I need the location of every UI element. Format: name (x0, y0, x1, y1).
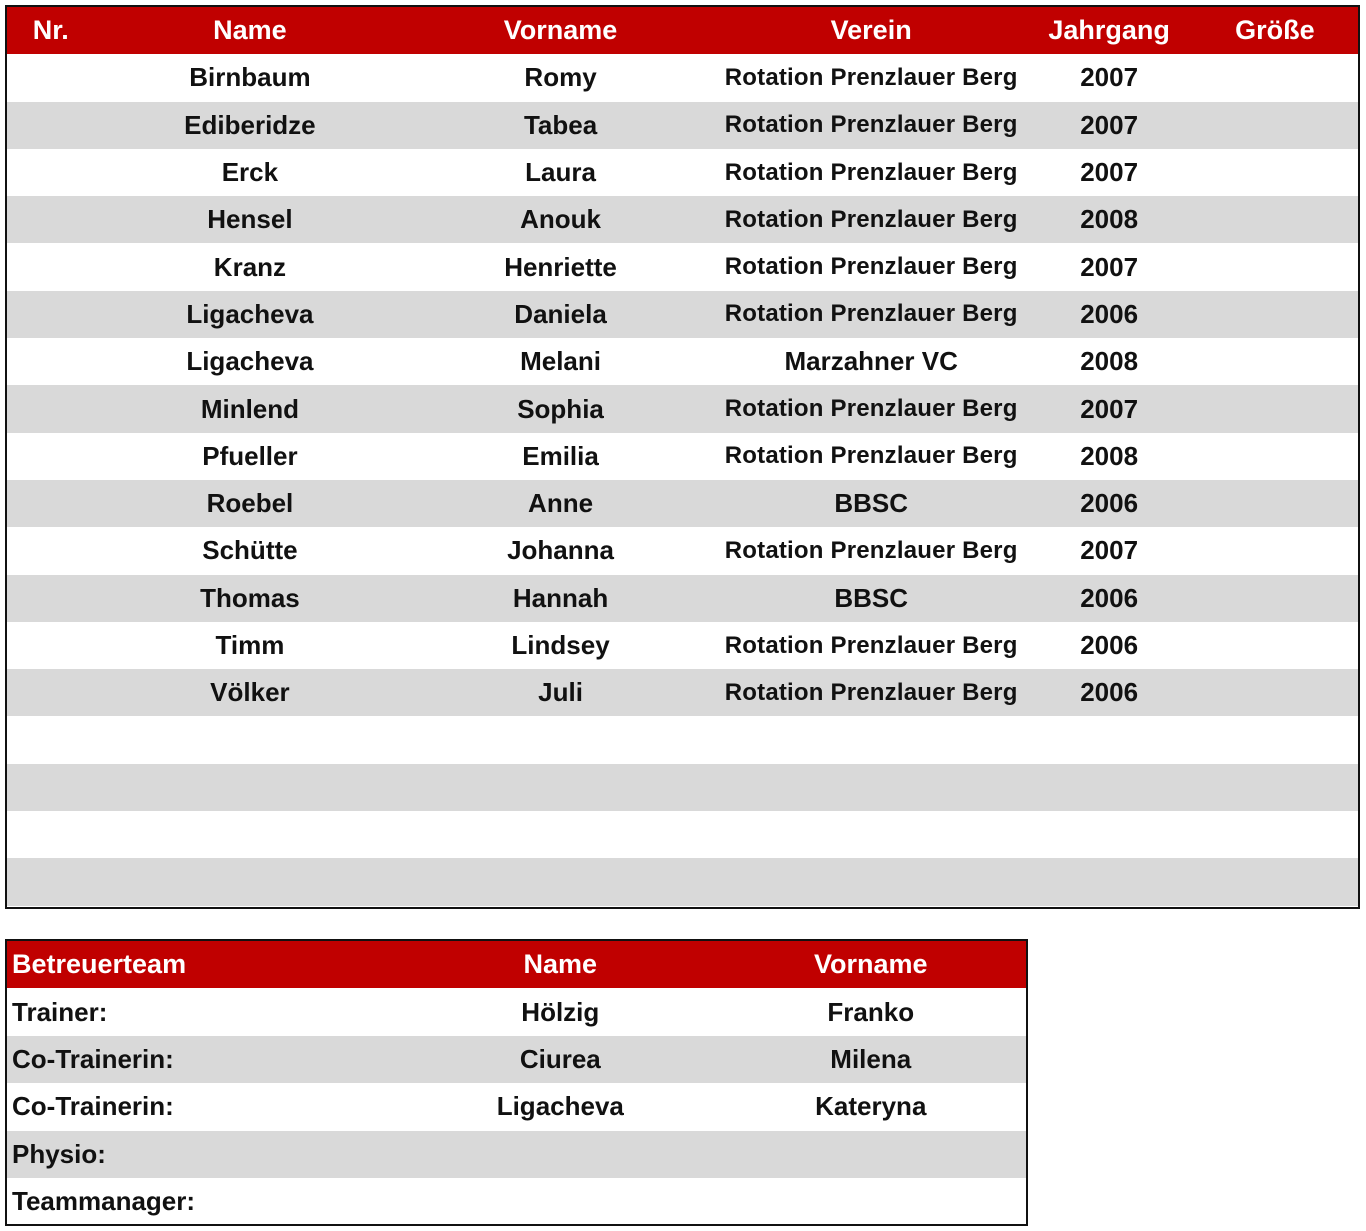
table-row (7, 480, 1358, 527)
staff-vorname: Franko (827, 996, 915, 1027)
header-name: Name (523, 949, 598, 980)
table-row (7, 54, 1358, 101)
staff-role: Trainer: (12, 996, 108, 1027)
staff-name: Hölzig (521, 996, 600, 1027)
cell-name: Roebel (206, 488, 294, 519)
table-row (7, 196, 1358, 243)
staff-row (7, 1036, 1026, 1083)
staff-row (7, 1131, 1026, 1178)
cell-jahrgang: 2008 (1080, 346, 1139, 377)
header-verein: Verein (830, 15, 912, 46)
cell-name: Birnbaum (189, 62, 311, 93)
header-vorname: Vorname (813, 949, 928, 980)
table-row (7, 527, 1358, 574)
cell-jahrgang: 2008 (1080, 204, 1139, 235)
cell-verein: Rotation Prenzlauer Berg (724, 253, 1018, 281)
cell-vorname: Tabea (523, 109, 598, 140)
staff-table (5, 939, 1028, 1226)
cell-vorname: Romy (524, 62, 597, 93)
header-betreuerteam: Betreuerteam (12, 949, 187, 980)
cell-vorname: Laura (525, 157, 596, 188)
cell-verein: Rotation Prenzlauer Berg (724, 63, 1018, 91)
cell-jahrgang: 2007 (1080, 157, 1139, 188)
cell-jahrgang: 2007 (1080, 393, 1139, 424)
header-nr: Nr. (32, 15, 69, 46)
staff-name: Ligacheva (496, 1091, 624, 1122)
cell-vorname: Melani (520, 346, 601, 377)
cell-verein: Rotation Prenzlauer Berg (724, 678, 1018, 706)
cell-name: Erck (221, 157, 279, 188)
staff-row (7, 1083, 1026, 1130)
cell-name: Thomas (200, 582, 300, 613)
header-groesse: Größe (1235, 15, 1315, 46)
table-row-empty (7, 811, 1358, 858)
cell-vorname: Juli (538, 677, 583, 708)
cell-vorname: Anne (528, 488, 594, 519)
cell-vorname: Henriette (504, 251, 617, 282)
table-row (7, 385, 1358, 432)
staff-row (7, 988, 1026, 1035)
header-name: Name (213, 15, 287, 46)
cell-jahrgang: 2008 (1080, 440, 1139, 471)
cell-jahrgang: 2006 (1080, 677, 1139, 708)
cell-vorname: Emilia (522, 440, 599, 471)
header-jahrgang: Jahrgang (1048, 15, 1170, 46)
staff-role: Teammanager: (12, 1186, 196, 1217)
cell-jahrgang: 2006 (1080, 488, 1139, 519)
cell-name: Ligacheva (186, 346, 314, 377)
table-row (7, 622, 1358, 669)
cell-name: Kranz (213, 251, 287, 282)
staff-role: Co-Trainerin: (12, 1043, 174, 1074)
cell-verein: Rotation Prenzlauer Berg (724, 631, 1018, 659)
staff-role: Physio: (12, 1138, 106, 1169)
player-table-header (7, 7, 1358, 54)
cell-vorname: Sophia (517, 393, 604, 424)
cell-jahrgang: 2006 (1080, 582, 1139, 613)
cell-name: Schütte (202, 535, 298, 566)
cell-jahrgang: 2007 (1080, 251, 1139, 282)
cell-verein: BBSC (834, 488, 908, 519)
staff-table-header (7, 941, 1026, 988)
cell-verein: Rotation Prenzlauer Berg (724, 442, 1018, 470)
table-row (7, 102, 1358, 149)
cell-verein: Rotation Prenzlauer Berg (724, 205, 1018, 233)
staff-row (7, 1178, 1026, 1225)
cell-name: Völker (210, 677, 290, 708)
cell-name: Pfueller (202, 440, 298, 471)
table-row (7, 575, 1358, 622)
cell-name: Hensel (207, 204, 293, 235)
cell-verein: Rotation Prenzlauer Berg (724, 158, 1018, 186)
table-row-empty (7, 858, 1358, 905)
staff-vorname: Milena (830, 1043, 912, 1074)
cell-jahrgang: 2007 (1080, 109, 1139, 140)
cell-verein: Rotation Prenzlauer Berg (724, 395, 1018, 423)
staff-vorname: Kateryna (815, 1091, 927, 1122)
cell-vorname: Hannah (512, 582, 609, 613)
table-row (7, 338, 1358, 385)
staff-name: Ciurea (519, 1043, 601, 1074)
cell-name: Ligacheva (186, 298, 314, 329)
cell-verein: BBSC (834, 582, 908, 613)
table-row (7, 433, 1358, 480)
cell-verein: Rotation Prenzlauer Berg (724, 536, 1018, 564)
cell-vorname: Lindsey (511, 630, 610, 660)
cell-jahrgang: 2007 (1080, 62, 1139, 93)
cell-verein: Rotation Prenzlauer Berg (724, 111, 1018, 139)
cell-jahrgang: 2007 (1080, 535, 1139, 566)
cell-vorname: Anouk (520, 204, 601, 235)
cell-jahrgang: 2006 (1080, 298, 1139, 329)
cell-verein: Rotation Prenzlauer Berg (724, 300, 1018, 328)
cell-vorname: Daniela (514, 298, 607, 329)
cell-vorname: Johanna (507, 535, 614, 566)
table-row-empty (7, 764, 1358, 811)
table-row (7, 291, 1358, 338)
cell-name: Timm (215, 630, 285, 660)
table-row (7, 149, 1358, 196)
player-roster-table (5, 5, 1360, 909)
staff-role: Co-Trainerin: (12, 1091, 174, 1122)
table-row-empty (7, 716, 1358, 763)
cell-jahrgang: 2006 (1080, 630, 1139, 660)
table-row (7, 243, 1358, 290)
cell-verein: Marzahner VC (784, 346, 958, 377)
cell-name: Minlend (200, 393, 300, 424)
table-row (7, 669, 1358, 716)
header-vorname: Vorname (503, 15, 618, 46)
cell-name: Ediberidze (184, 109, 316, 140)
